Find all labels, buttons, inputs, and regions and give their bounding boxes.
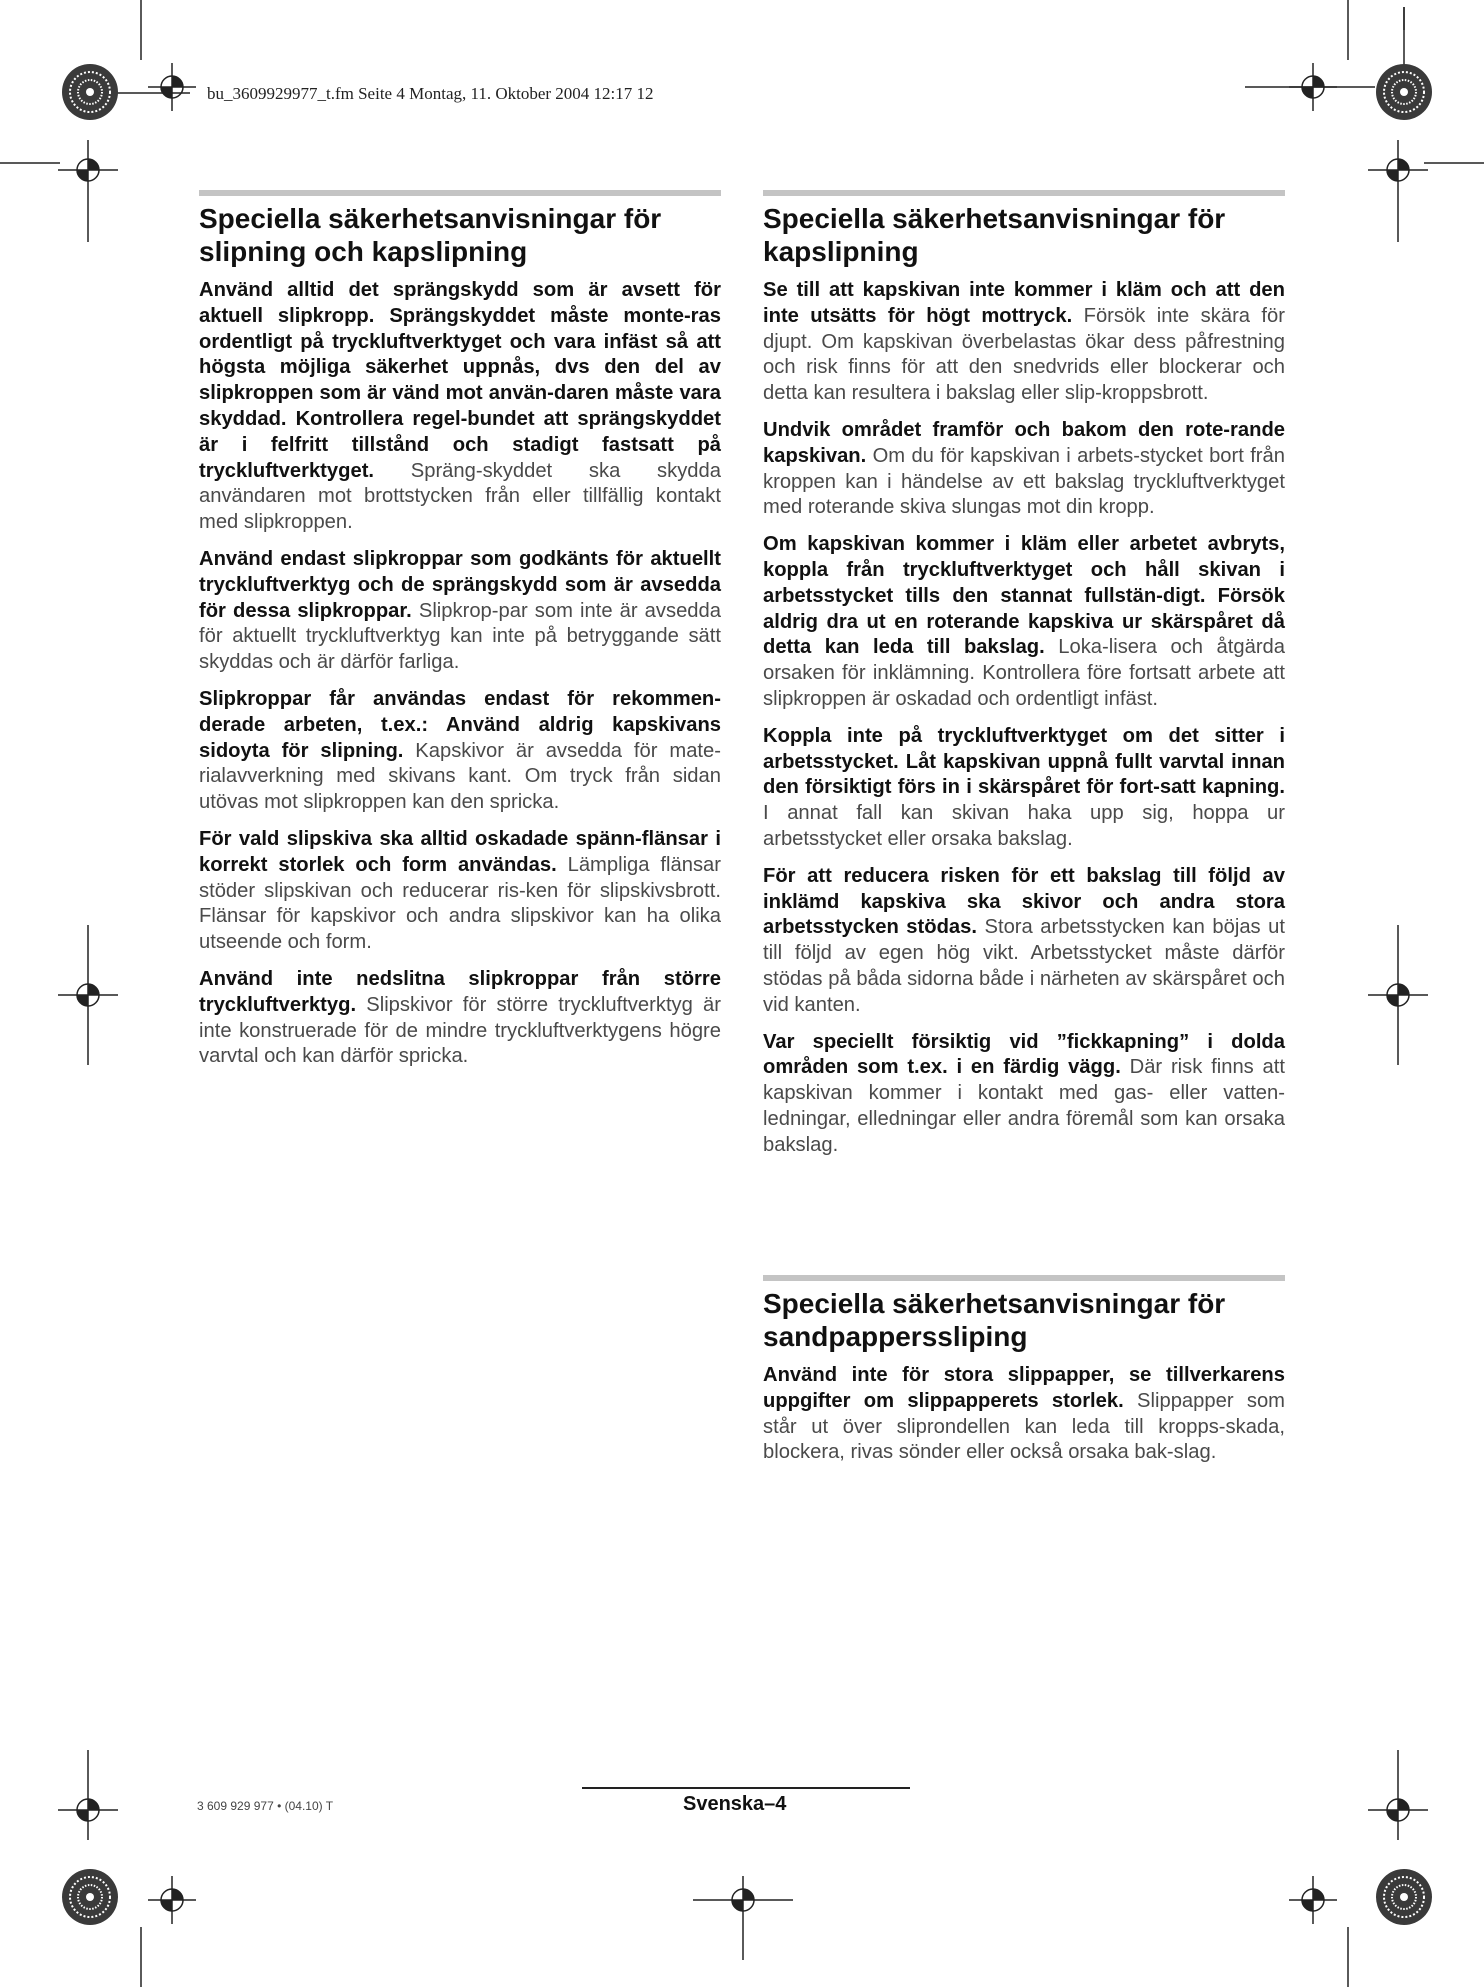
crosshair-icon <box>1368 140 1428 242</box>
section-title: Speciella säkerhetsanvisningar för slipning och kapslipning <box>199 203 662 267</box>
paragraph: Om kapskivan kommer i kläm eller arbetet avbryts, koppla från tryckluftverktyget och håll skivan i arbetsstycket tills den stannat fullstän-digt. Försök aldrig dra ut en roterande kapskiva ur skärspåret då detta kan leda till bakslag. Loka-lisera och åtgärda orsaken för inklämning. Kontrollera före fortsatt arbete att slipkroppen är oskadad och ordentligt infäst. <box>763 533 1285 710</box>
paragraph: För vald slipskiva ska alltid oskadade spänn-flänsar i korrekt storlek och form användas. Lämpliga flänsar stöder slipskivan och reducerar ris-ken för slipskivsbrott. Flänsar för kapskivor och andra slipskivor kan ha olika utseende och form. <box>199 827 721 954</box>
paragraph: Använd inte nedslitna slipkroppar från större tryckluftverktyg. Slipskivor för större tryckluftverktyg är inte konstruerade för de mindre tryckluftverktygens högre varvtal och kan därför spricka. <box>199 967 721 1068</box>
section-rule <box>199 190 721 196</box>
footer-rule <box>582 1787 910 1789</box>
crosshair-icon <box>1289 63 1337 111</box>
section-slipning <box>199 190 721 1081</box>
file-info-header: bu_3609929977_t.fm Seite 4 Montag, 11. Oktober 2004 12:17 12 <box>207 84 654 103</box>
crosshair-icon <box>58 140 118 242</box>
paragraph: Koppla inte på tryckluftverktyget om det sitter i arbetsstycket. Låt kapskivan uppnå fullt varvtal innan den försiktigt förs in i skärspåret för fort-satt kapning. I annat fall kan skivan haka upp sig, hoppa ur arbetsstycket eller orsaka bakslag. <box>763 724 1285 850</box>
registration-burst-icon <box>62 1869 118 1925</box>
crosshair-icon <box>1368 1750 1428 1840</box>
crosshair-icon <box>58 925 118 1065</box>
paragraph: Var speciellt försiktig vid ”fickkapning” i dolda områden som t.ex. i en färdig vägg. Där risk finns att kapskivan kommer i kontakt med gas- eller vatten-ledningar, elledningar eller andra föremål som kan orsaka bakslag. <box>763 1030 1285 1156</box>
crosshair-icon <box>1368 925 1428 1065</box>
paragraph: För att reducera risken för ett bakslag till följd av inklämd kapskiva ska skivor och andra stora arbetsstycken stödas. Stora arbetsstycken kan böjas ut till följd av egen hög vikt. Arbetsstycket måste därför stödas på båda sidorna både i närheten av skärspåret och vid kanten. <box>763 864 1285 1016</box>
paragraph: Undvik området framför och bakom den rote-rande kapskivan. Om du för kapskivan i arbets-stycket bort från kroppen kan i händelse av ett bakslag tryckluftverktyget med roterande skiva slungas mot din kropp. <box>763 418 1285 519</box>
paragraph: Se till att kapskivan inte kommer i kläm och att den inte utsätts för högt mottryck. Försök inte skära för djupt. Om kapskivan överbelastas ökar dess påfrestning och risk finns för att den snedvrids eller blockerar och detta kan resultera i bakslag eller slip-kroppsbrott. <box>763 279 1285 405</box>
paragraph: Använd alltid det sprängskydd som är avsett för aktuell slipkropp. Sprängskyddet måste monte-ras ordentligt på tryckluftverktyget och vara infäst så att högsta möjliga säkerhet uppnås, dvs den del av slipkroppen som är vänd mot använ-daren måste vara skyddad. Kontrollera regel-bundet att sprängskyddet är i felfritt tillstånd och stadigt fastsatt på tryckluftverktyget. Spräng-skyddet ska skydda användaren mot brottstycken från eller tillfällig kontakt med slipkroppen. <box>199 279 721 534</box>
registration-burst-icon <box>1376 64 1432 120</box>
page-number: Svenska–4 <box>683 1793 787 1815</box>
crosshair-icon <box>58 1750 118 1840</box>
section-rule <box>763 190 1285 196</box>
document-code: 3 609 929 977 • (04.10) T <box>197 1799 334 1813</box>
crosshair-icon <box>148 1876 196 1924</box>
section-kapslipning <box>763 190 1285 1170</box>
registration-burst-icon <box>1376 1869 1432 1925</box>
section-title: Speciella säkerhetsanvisningar för sandpapperssliping <box>763 1288 1226 1352</box>
crosshair-icon <box>148 63 196 111</box>
paragraph: Använd inte för stora slippapper, se tillverkarens uppgifter om slippapperets storlek. Slippapper som står ut över sliprondellen kan leda till kropps-skada, blockera, rivas sönder eller också orsaka bak-slag. <box>763 1364 1285 1464</box>
section-rule <box>763 1275 1285 1281</box>
registration-burst-icon <box>62 64 118 120</box>
section-sandpapper <box>763 1275 1285 1477</box>
paragraph: Använd endast slipkroppar som godkänts för aktuellt tryckluftverktyg och de sprängskydd som är avsedda för dessa slipkroppar. Slipkrop-par som inte är avsedda för aktuellt tryckluftverktyg kan inte på betryggande sätt skyddas och är därför farliga. <box>199 547 721 674</box>
paragraph: Slipkroppar får användas endast för rekommen-derade arbeten, t.ex.: Använd aldrig kapskivans sidoyta för slipning. Kapskivor är avsedda för mate-rialavverkning med skivans kant. Om tryck från sidan utövas mot slipkroppen kan den spricka. <box>199 687 721 814</box>
crosshair-icon <box>1289 1876 1337 1924</box>
section-title: Speciella säkerhetsanvisningar för kapslipning <box>763 203 1226 267</box>
crosshair-icon <box>693 1876 793 1960</box>
